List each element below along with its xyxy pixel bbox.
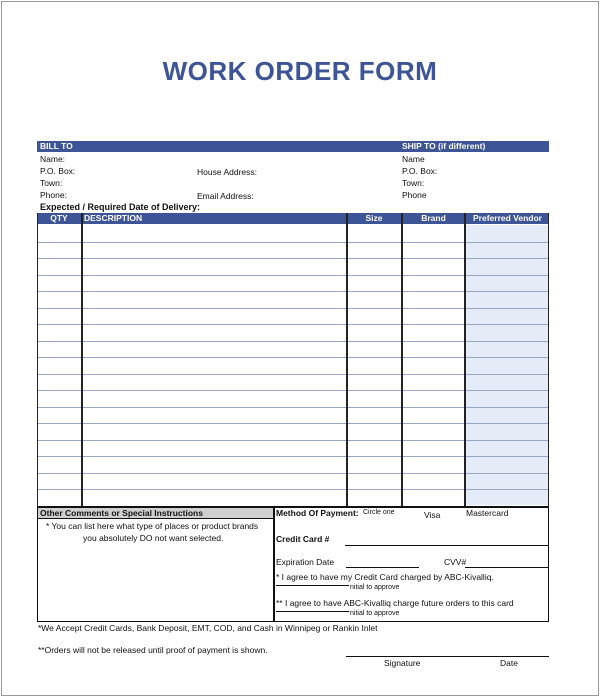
table-row[interactable] <box>37 423 549 424</box>
table-row[interactable] <box>37 258 549 259</box>
initial-hint-2: nitial to approve <box>350 610 400 617</box>
table-border-right <box>548 213 549 507</box>
column-header-brand: Brand <box>421 213 446 223</box>
signature-line[interactable] <box>346 656 549 657</box>
column-divider-brand <box>464 213 466 507</box>
ship-phone-label[interactable]: Phone <box>402 190 427 200</box>
table-row[interactable] <box>37 440 549 441</box>
column-header-description: DESCRIPTION <box>84 213 143 223</box>
table-row[interactable] <box>37 275 549 276</box>
address-header-bar <box>37 141 549 152</box>
date-label: Date <box>500 658 518 668</box>
table-row[interactable] <box>37 242 549 243</box>
column-header-size: Size <box>365 213 383 223</box>
table-row[interactable] <box>37 357 549 358</box>
table-row[interactable] <box>37 308 549 309</box>
initial-line-1[interactable] <box>276 585 349 586</box>
table-row[interactable] <box>37 291 549 292</box>
ship-name-label[interactable]: Name <box>402 154 425 164</box>
expiration-date-line[interactable] <box>346 567 419 568</box>
column-divider-description <box>346 213 348 507</box>
table-row[interactable] <box>37 324 549 325</box>
expiration-date-label: Expiration Date <box>276 557 335 567</box>
table-row[interactable] <box>37 407 549 408</box>
column-header-qty: QTY <box>50 213 68 223</box>
email-address-label[interactable]: Email Address: <box>197 191 254 201</box>
signature-label: Signature <box>384 658 421 668</box>
bill-phone-label[interactable]: Phone: <box>40 190 67 200</box>
table-row[interactable] <box>37 473 549 474</box>
table-row[interactable] <box>37 374 549 375</box>
table-header-row <box>37 213 549 224</box>
house-address-label[interactable]: House Address: <box>197 167 258 177</box>
agree-charge-text: * I agree to have my Credit Card charged by ABC-Kivalliq. <box>276 572 494 582</box>
comments-note-line2: you absolutely DO not want selected. <box>83 533 224 543</box>
release-note: **Orders will not be released until proof of payment is shown. <box>38 645 268 655</box>
table-row[interactable] <box>37 489 549 490</box>
cvv-line[interactable] <box>465 567 549 568</box>
column-divider-size <box>401 213 403 507</box>
payment-method-label: Method Of Payment: <box>276 508 359 518</box>
visa-option[interactable]: Visa <box>424 510 441 520</box>
table-row[interactable] <box>37 390 549 391</box>
table-row[interactable] <box>37 341 549 342</box>
comments-note-line1: * You can list here what type of places or product brands <box>46 521 259 531</box>
bill-name-label[interactable]: Name: <box>40 154 66 164</box>
column-divider-qty <box>81 213 83 507</box>
initial-hint-1: nitial to approve <box>350 584 400 591</box>
comments-box[interactable] <box>37 507 274 622</box>
agree-future-text: ** I agree to have ABC-Kivalliq charge future orders to this card <box>276 598 514 608</box>
form-title: WORK ORDER FORM <box>162 56 438 86</box>
bill-to-header: BILL TO <box>40 141 73 151</box>
vendor-column-fill <box>465 225 549 505</box>
credit-card-label: Credit Card # <box>276 534 330 544</box>
ship-to-header: SHIP TO (if different) <box>402 141 486 151</box>
delivery-date-label[interactable]: Expected / Required Date of Delivery: <box>40 202 201 212</box>
mastercard-option[interactable]: Mastercard <box>466 508 509 518</box>
circle-one-hint: Circle one <box>363 509 395 516</box>
bill-town-label[interactable]: Town: <box>40 178 63 188</box>
column-header-preferred-vendor: Preferred Vendor <box>473 213 542 223</box>
table-row[interactable] <box>37 456 549 457</box>
bill-po-box-label[interactable]: P.O. Box: <box>40 166 76 176</box>
table-border-left <box>37 213 38 507</box>
cvv-label: CVV# <box>444 557 467 567</box>
ship-po-box-label[interactable]: P.O. Box: <box>402 166 438 176</box>
credit-card-line[interactable] <box>345 545 549 546</box>
ship-town-label[interactable]: Town: <box>402 178 425 188</box>
payment-methods-note: *We Accept Credit Cards, Bank Deposit, EMT, COD, and Cash in Winnipeg or Rankin Inlet <box>38 623 378 633</box>
comments-header: Other Comments or Special Instructions <box>40 508 203 518</box>
initial-line-2[interactable] <box>276 611 349 612</box>
order-table <box>37 213 549 507</box>
